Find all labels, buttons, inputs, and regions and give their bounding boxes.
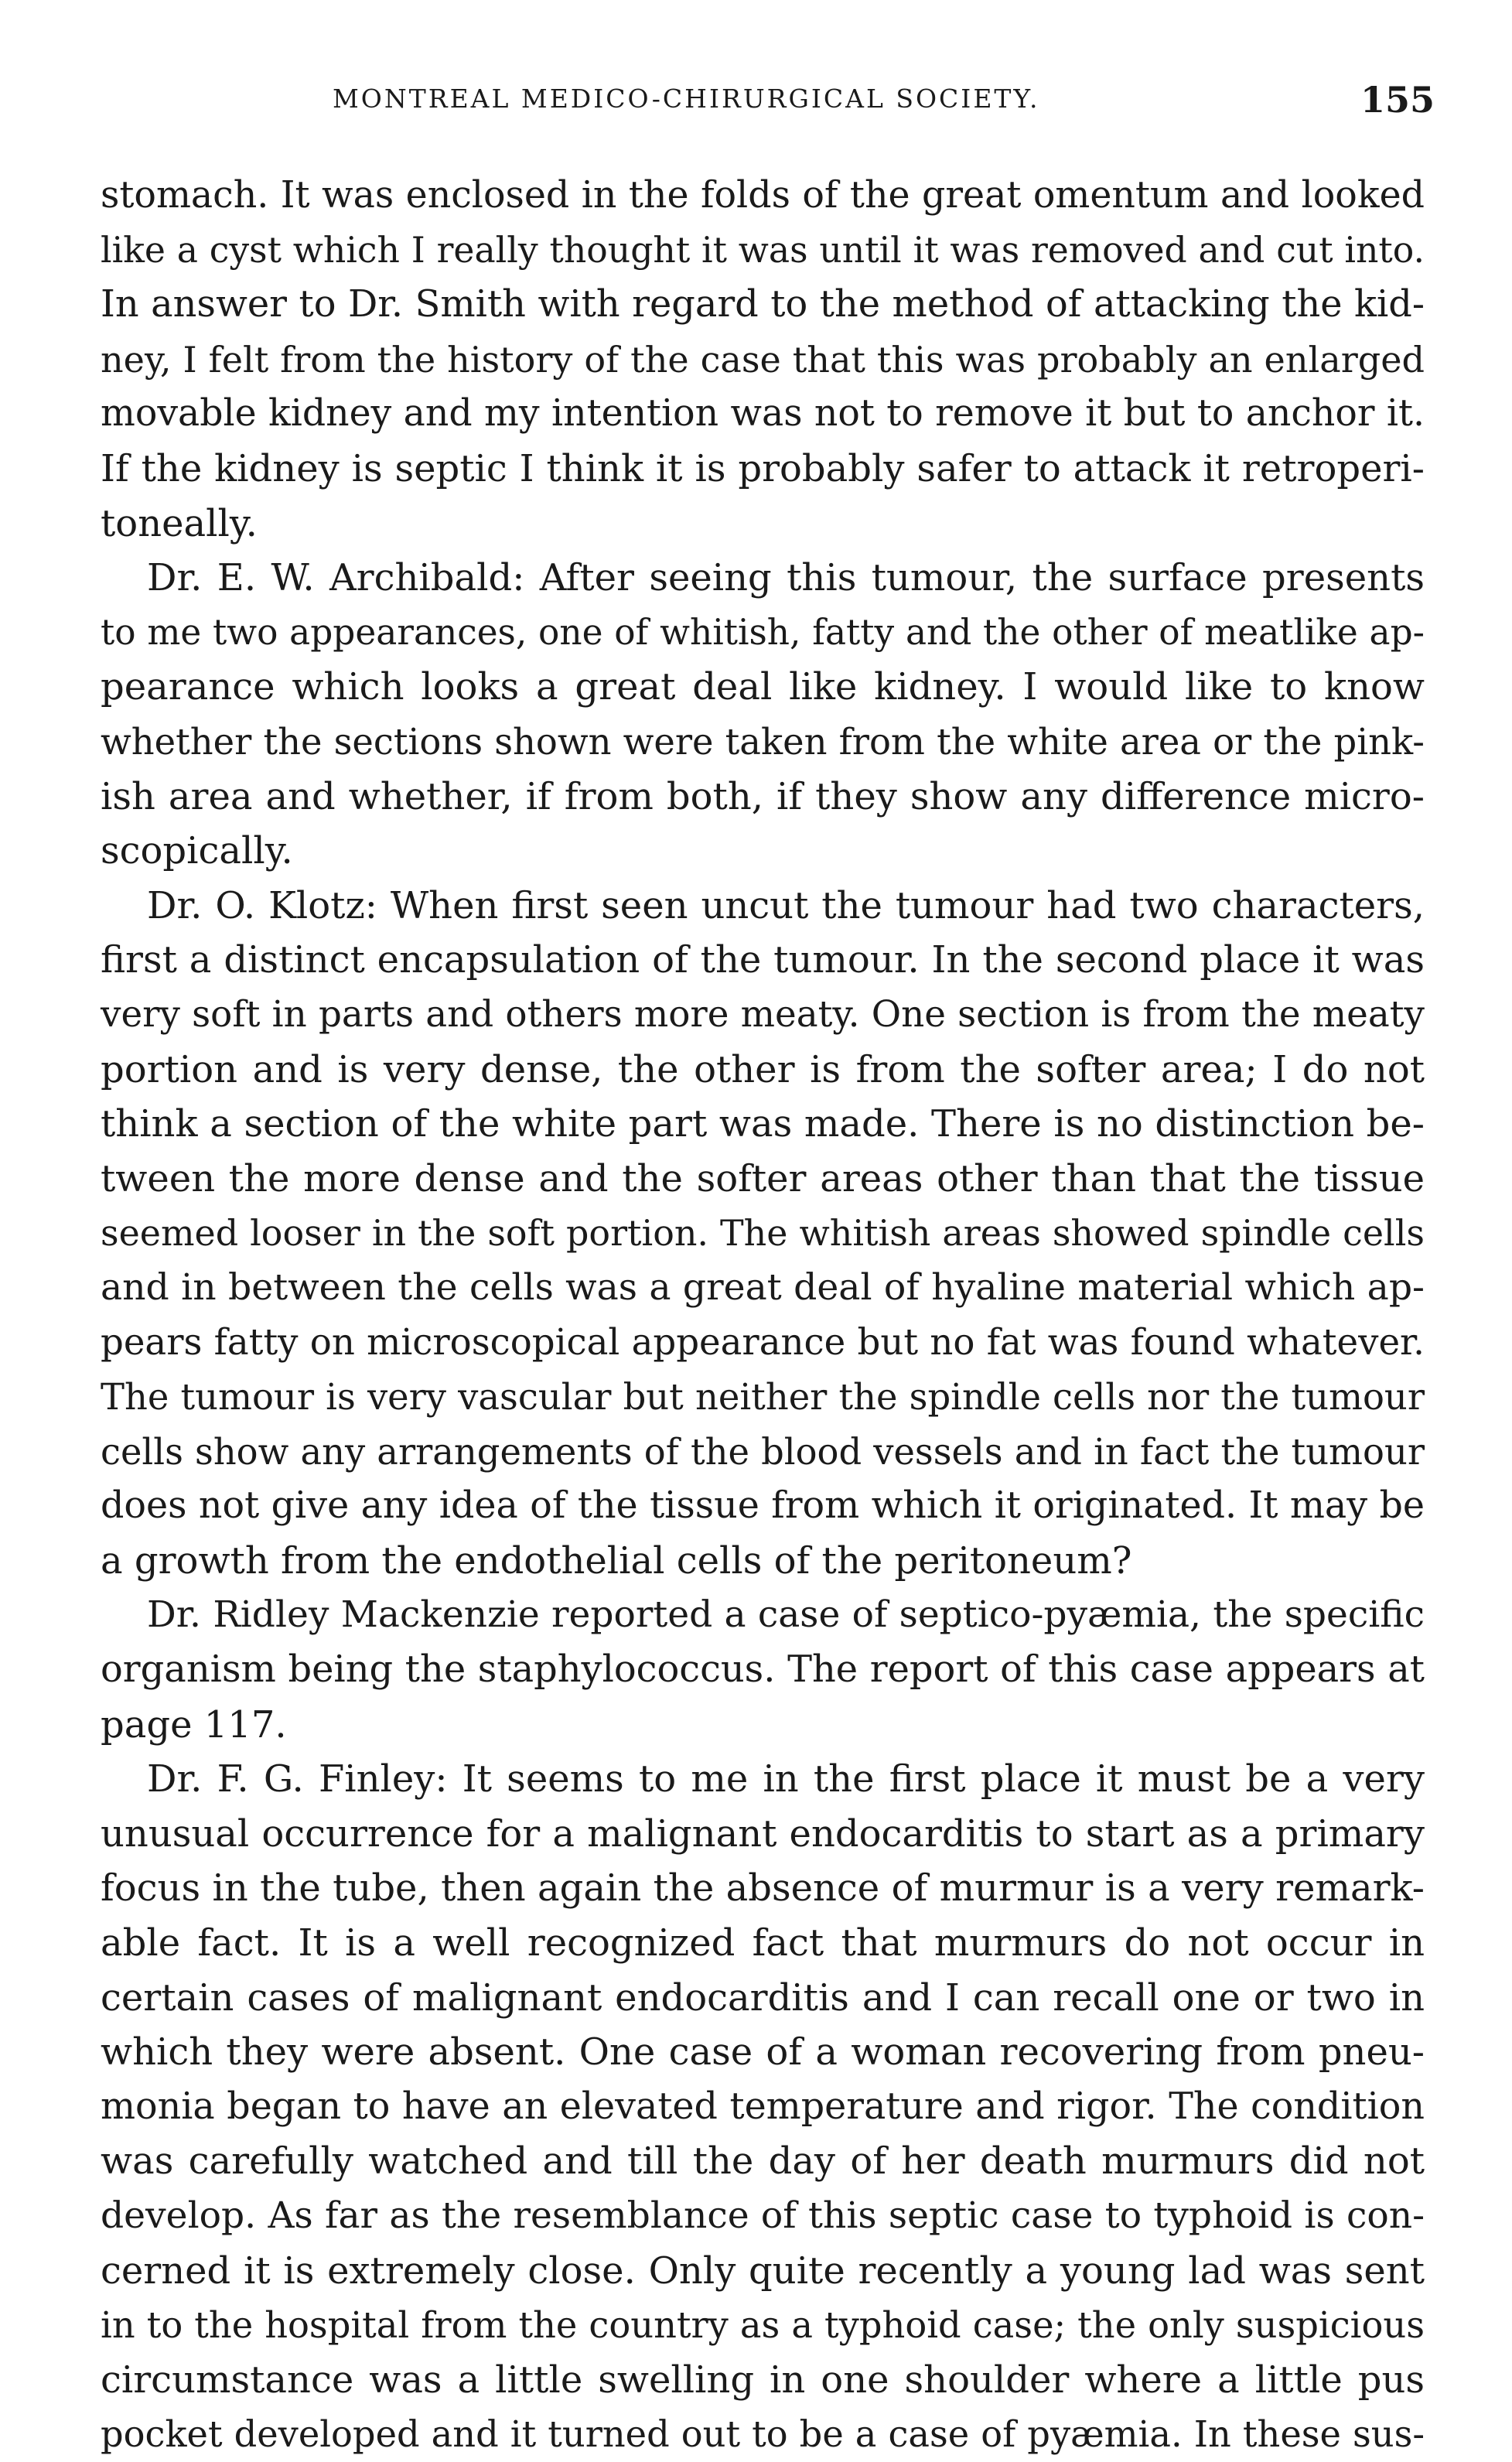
text-line: toneally. <box>101 501 258 545</box>
text-line: Dr. F. G. Finley: It seems to me in the first place it must be a very <box>147 1757 1425 1801</box>
page-number: 155 <box>1360 79 1435 121</box>
text-line: organism being the staphylococcus. The report of this case appears at <box>101 1648 1425 1692</box>
text-line: seemed looser in the soft portion. The whitish areas showed spindle cells <box>101 1212 1425 1255</box>
text-line: which they were absent. One case of a woman recovering from pneu- <box>101 2030 1425 2074</box>
text-line: in to the hospital from the country as a typhoid case; the only suspicious <box>101 2304 1425 2347</box>
text-line: If the kidney is septic I think it is probably safer to attack it retroperi- <box>101 446 1425 490</box>
text-line: focus in the tube, then again the absence of murmur is a very remark- <box>101 1866 1425 1911</box>
text-line: very soft in parts and others more meaty. One section is from the meaty <box>101 993 1425 1036</box>
text-line: tween the more dense and the softer areas other than that the tissue <box>101 1156 1425 1200</box>
text-line: first a distinct encapsulation of the tumour. In the second place it was <box>101 938 1425 982</box>
text-line: was carefully watched and till the day of her death murmurs did not <box>101 2139 1425 2184</box>
text-line: ney, I felt from the history of the case that this was probably an enlarged <box>101 338 1425 381</box>
text-line: unusual occurrence for a malignant endocarditis to start as a primary <box>101 1811 1425 1856</box>
running-title: MONTREAL MEDICO-CHIRURGICAL SOCIETY. <box>333 84 1040 114</box>
text-line: certain cases of malignant endocarditis and I can recall one or two in <box>101 1975 1425 2020</box>
text-line: and in between the cells was a great deal of hyaline material which ap- <box>101 1265 1425 1309</box>
text-line: scopically. <box>101 829 293 873</box>
text-line: whether the sections shown were taken from the white area or the pink- <box>101 720 1425 763</box>
text-line: cells show any arrangements of the blood vessels and in fact the tumour <box>101 1430 1425 1473</box>
text-line: does not give any idea of the tissue from which it originated. It may be <box>101 1484 1425 1528</box>
text-line: movable kidney and my intention was not to remove it but to anchor it. <box>101 392 1425 435</box>
text-line: Dr. E. W. Archibald: After seeing this tumour, the surface presents <box>147 556 1425 600</box>
text-line: In answer to Dr. Smith with regard to the method of attacking the kid- <box>101 283 1425 326</box>
body-text <box>101 169 1425 2462</box>
running-head <box>101 79 1435 133</box>
text-line: monia began to have an elevated temperature and rigor. The condition <box>101 2085 1425 2128</box>
text-line: cerned it is extremely close. Only quite recently a young lad was sent <box>101 2249 1425 2293</box>
text-line: portion and is very dense, the other is from the softer area; I do not <box>101 1047 1425 1091</box>
text-line: develop. As far as the resemblance of this septic case to typhoid is con- <box>101 2194 1425 2237</box>
text-line: pocket developed and it turned out to be a case of pyæmia. In these sus- <box>101 2413 1425 2456</box>
text-line: pearance which looks a great deal like kidney. I would like to know <box>101 665 1425 709</box>
text-line: like a cyst which I really thought it was until it was removed and cut into. <box>101 229 1425 271</box>
text-line: Dr. Ridley Mackenzie reported a case of septico-pyæmia, the specific <box>147 1593 1425 1637</box>
text-line: a growth from the endothelial cells of the peritoneum? <box>101 1538 1132 1583</box>
text-line: Dr. O. Klotz: When first seen uncut the tumour had two characters, <box>147 883 1425 927</box>
text-line: able fact. It is a well recognized fact that murmurs do not occur in <box>101 1921 1425 1965</box>
text-line: circumstance was a little swelling in one shoulder where a little pus <box>101 2358 1425 2402</box>
text-line: The tumour is very vascular but neither the spindle cells nor the tumour <box>101 1376 1425 1419</box>
text-line: page 117. <box>101 1702 287 1747</box>
text-line: ish area and whether, if from both, if they show any difference micro- <box>101 774 1425 818</box>
text-line: pears fatty on microscopical appearance but no fat was found whatever. <box>101 1321 1425 1364</box>
text-line: think a section of the white part was made. There is no distinction be- <box>101 1102 1425 1146</box>
text-line: stomach. It was enclosed in the folds of the great omentum and looked <box>101 174 1425 217</box>
text-line: to me two appearances, one of whitish, fatty and the other of meatlike ap- <box>101 611 1425 653</box>
